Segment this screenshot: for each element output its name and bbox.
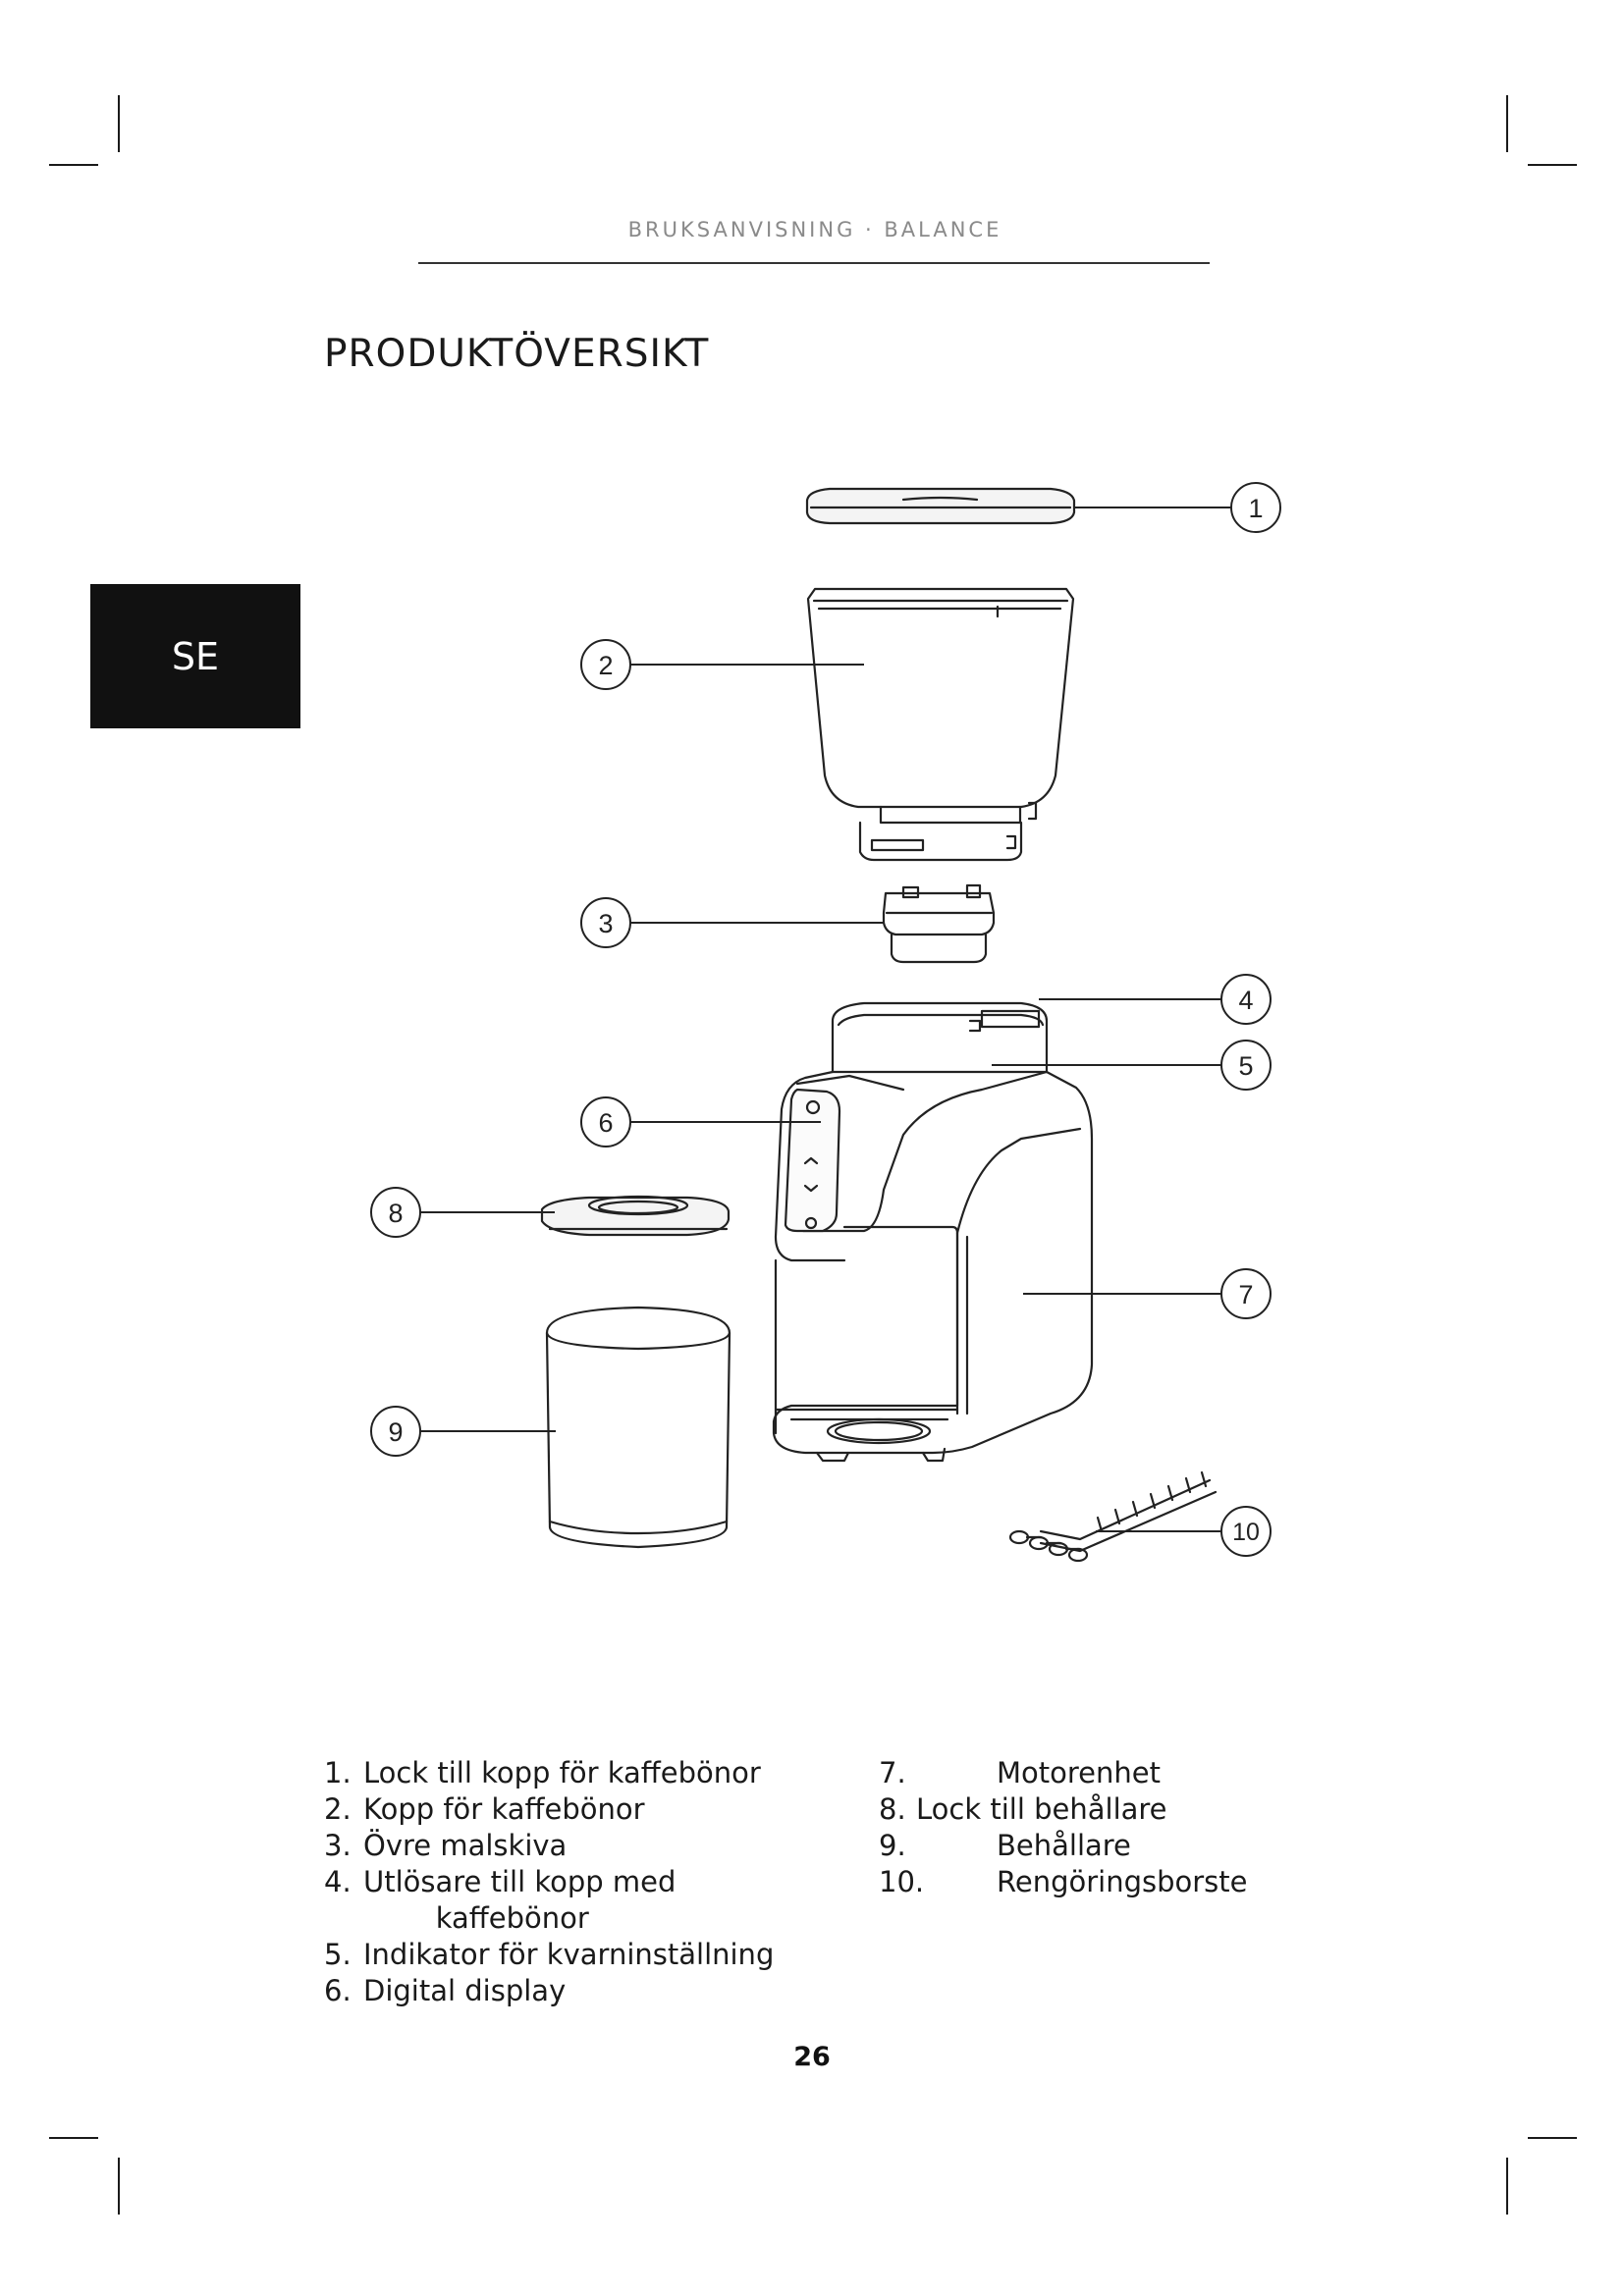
crop-mark	[1528, 2137, 1577, 2139]
list-item: 2. Kopp för kaffebönor	[324, 1792, 645, 1826]
crop-mark	[118, 2158, 120, 2215]
callout-6	[581, 1097, 630, 1147]
upper-burr	[884, 885, 994, 962]
callout-3	[581, 898, 630, 947]
callout-9	[371, 1407, 420, 1456]
language-tab: SE	[90, 584, 300, 728]
callout-4	[1221, 975, 1271, 1024]
callout-2	[581, 640, 630, 689]
parts-list-right	[879, 1755, 1291, 1900]
callout-7	[1221, 1269, 1271, 1318]
list-item: 10. Rengöringsborste	[879, 1865, 1248, 1898]
callout-8	[371, 1188, 420, 1237]
list-item: 6. Digital display	[324, 1974, 567, 2007]
crop-mark	[1506, 2158, 1508, 2215]
list-item: 5. Indikator för kvarninställning	[324, 1938, 775, 1971]
callout-label-6: 6	[598, 1108, 614, 1138]
callout-label-1: 1	[1248, 494, 1264, 523]
callout-1	[1231, 483, 1280, 532]
callout-label-5: 5	[1238, 1051, 1254, 1081]
list-item: 4. Utlösare till kopp med kaffebönor	[324, 1865, 677, 1935]
callout-10	[1221, 1507, 1271, 1556]
callout-label-8: 8	[388, 1199, 404, 1228]
container-lid	[542, 1197, 729, 1235]
motor-body	[774, 1003, 1092, 1461]
ground-coffee-container	[547, 1308, 730, 1547]
bean-hopper-lid	[807, 489, 1074, 523]
callout-label-2: 2	[598, 651, 614, 680]
list-item: 7. Motorenhet	[879, 1756, 1161, 1789]
list-item: 9. Behållare	[879, 1829, 1131, 1862]
callout-label-10: 10	[1232, 1519, 1260, 1546]
page-title: PRODUKTÖVERSIKT	[324, 332, 710, 376]
list-item: 3. Övre malskiva	[324, 1829, 568, 1862]
running-header: BRUKSANVISNING · BALANCE	[627, 218, 1002, 241]
bean-hopper	[808, 589, 1073, 860]
cleaning-brush	[1010, 1472, 1216, 1561]
crop-mark	[49, 2137, 98, 2139]
list-item: 1. Lock till kopp för kaffebönor	[324, 1756, 761, 1789]
callout-label-4: 4	[1238, 986, 1254, 1015]
callout-5	[1221, 1041, 1271, 1090]
parts-list-left	[324, 1755, 835, 2009]
callout-label-7: 7	[1238, 1280, 1254, 1309]
callout-label-3: 3	[598, 909, 614, 938]
list-item: 8. Lock till behållare	[879, 1792, 1167, 1826]
page-number: 26	[793, 2042, 831, 2072]
callout-label-9: 9	[388, 1417, 404, 1447]
